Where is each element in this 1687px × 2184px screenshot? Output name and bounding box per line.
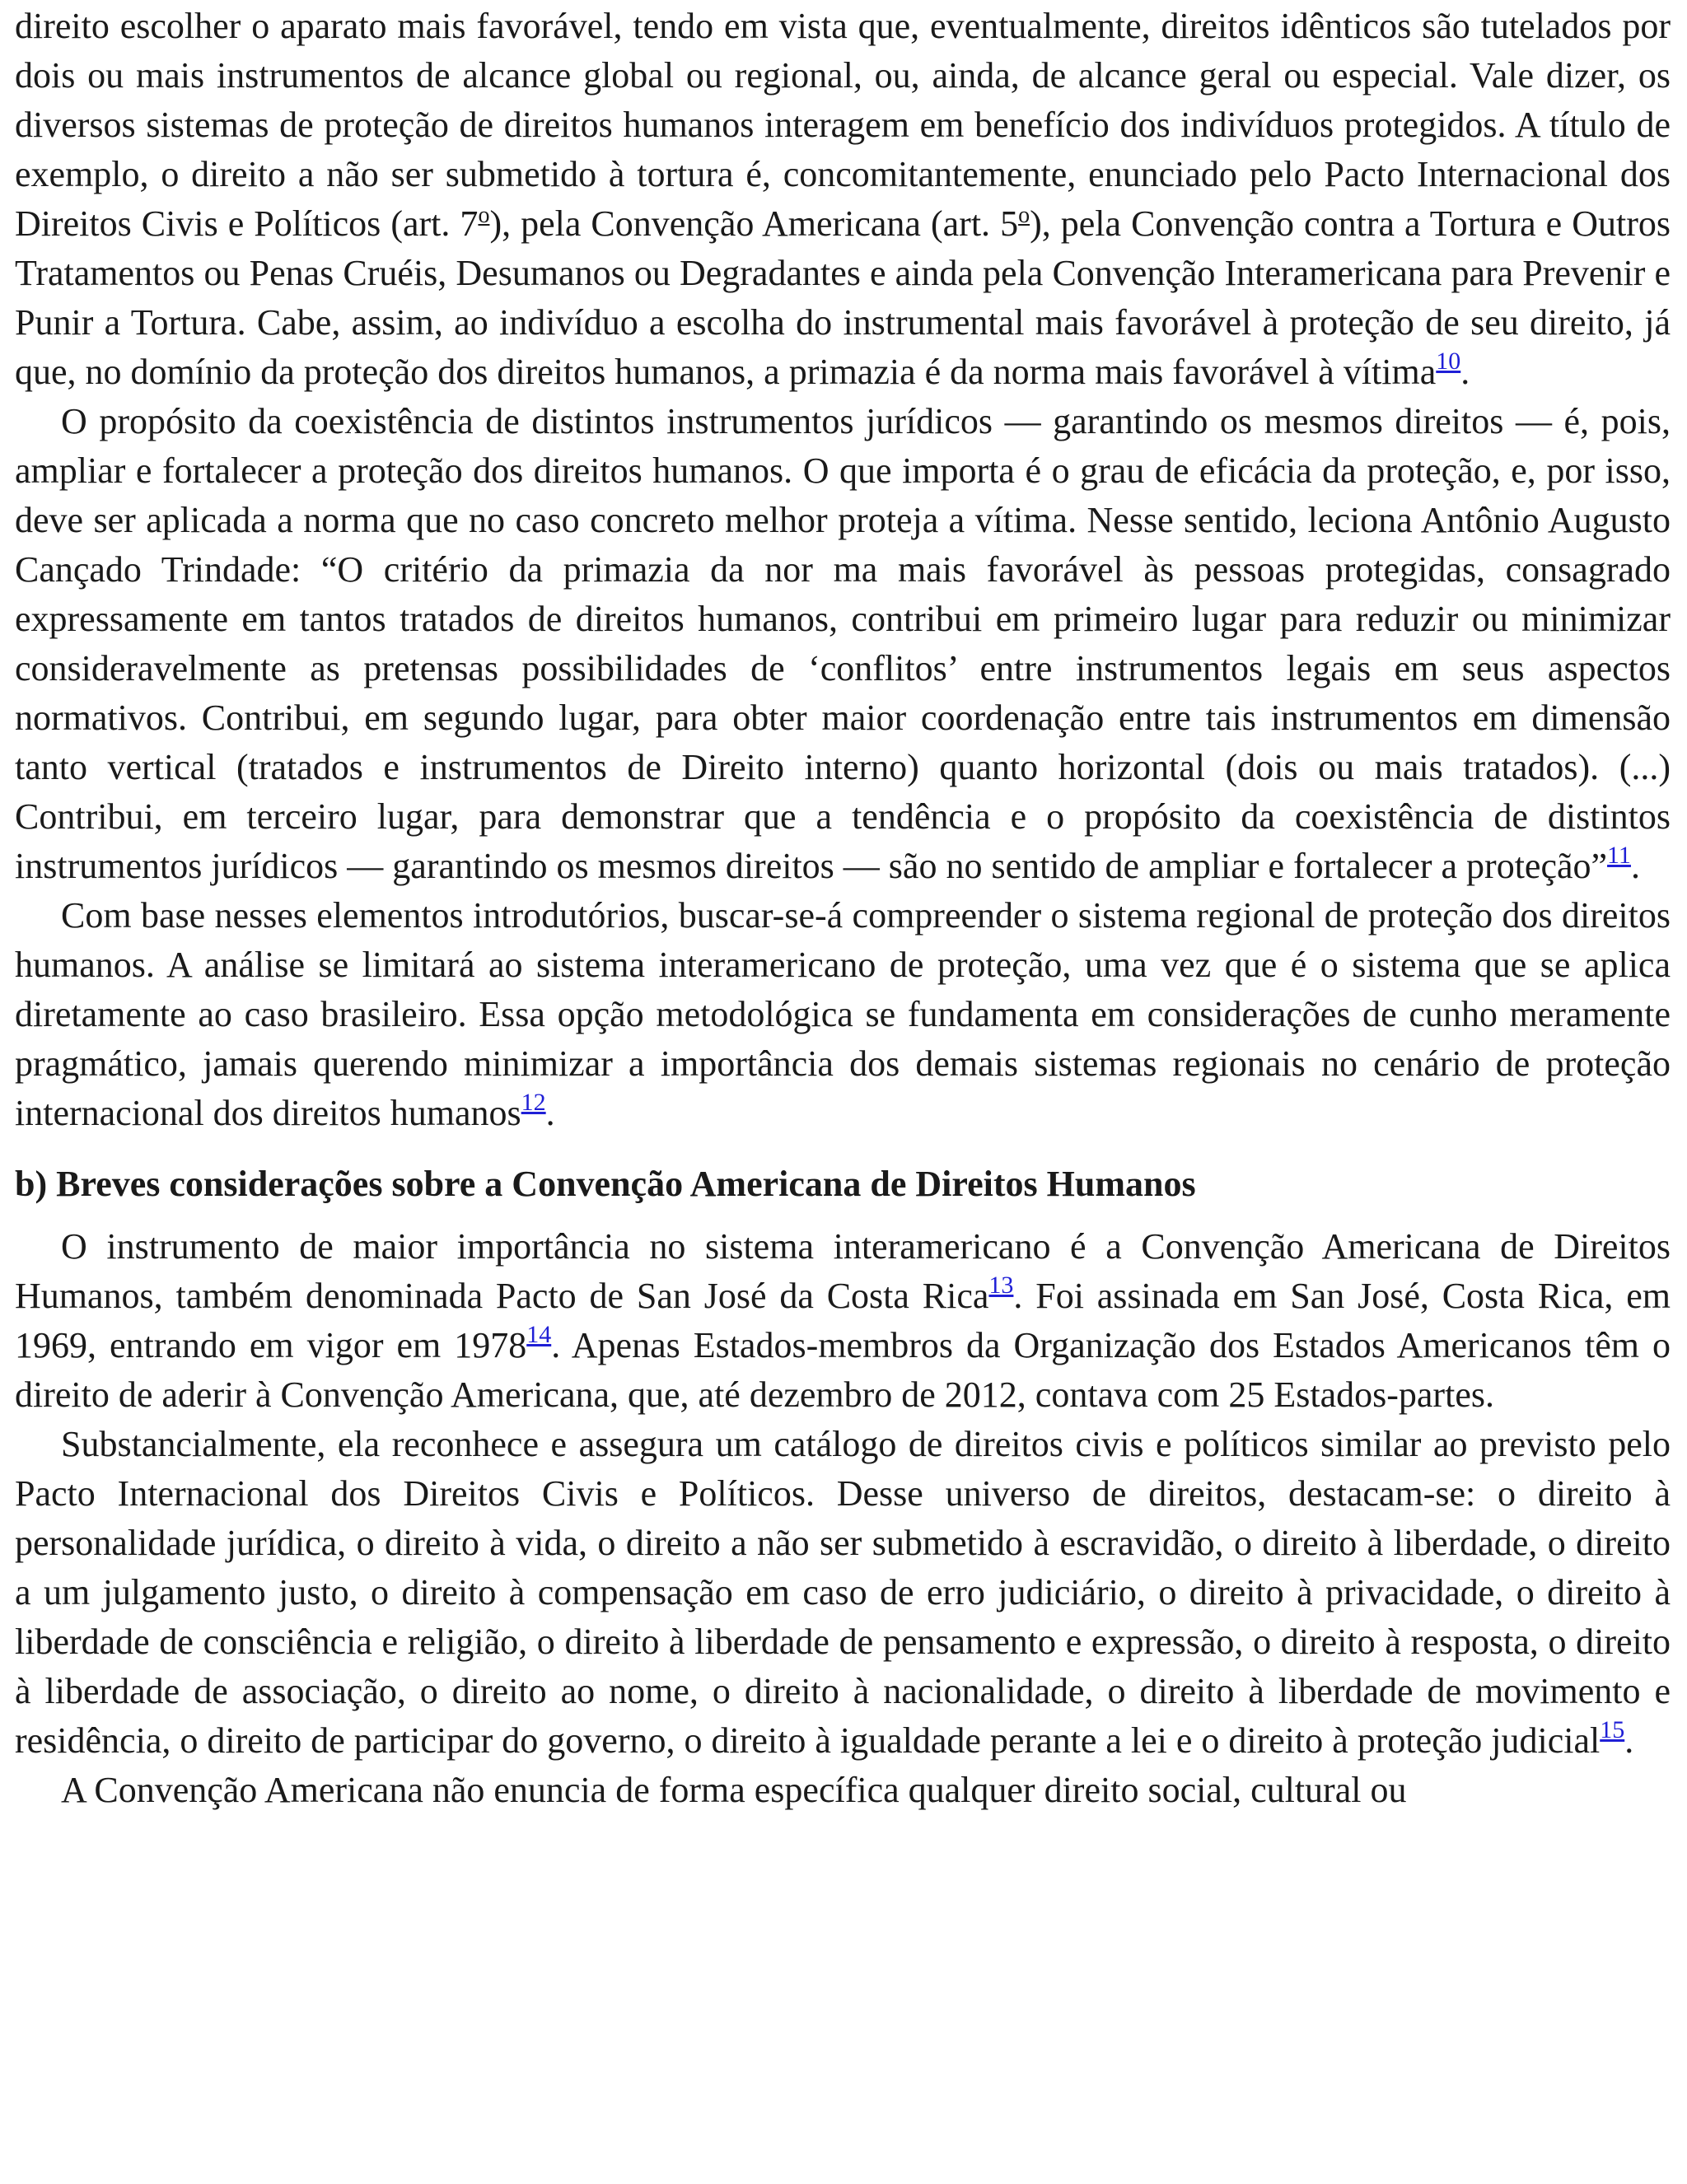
footnote-ref-12[interactable] <box>521 1089 546 1116</box>
footnote-ref-11[interactable] <box>1607 842 1631 869</box>
paragraph-text: ), pela Convenção contra a Tortura e Outros Tratamentos ou Penas Cruéis, Desumanos ou Degradantes e ainda pela Convenção Interamericana para Prevenir e Punir a Tortura. Cabe, assim, ao indivíduo a escolha do instrumental mais favorável à proteção de seu direito, já que, no domínio da proteção dos direitos humanos, a primazia é da norma mais favorável à vítima <box>15 203 1671 392</box>
footnote-ref-15[interactable] <box>1600 1716 1624 1743</box>
paragraph-text: O instrumento de maior importância no sistema interamericano é a Convenção Americana de Direitos Humanos, também denominada Pacto de San José da Costa Rica <box>15 1226 1671 1316</box>
paragraph-intro-choice <box>15 2 1671 397</box>
footnote-link[interactable]: 12 <box>521 1089 546 1116</box>
paragraph-convention-intro <box>15 1222 1671 1420</box>
paragraph-text: . Foi assinada em San José, Costa Rica, em 1969, entrando em vigor em 1978 <box>15 1276 1671 1365</box>
paragraph-text: ), pela Convenção Americana (art. 5 <box>489 203 1019 244</box>
footnote-link[interactable]: 13 <box>988 1272 1014 1299</box>
paragraph-text: . <box>1630 846 1640 886</box>
section-heading: b) Breves considerações sobre a Convenção Americana de Direitos Humanos <box>15 1164 1196 1204</box>
paragraph-text: direito escolher o aparato mais favorável, tendo em vista que, eventualmente, direitos idênticos são tutelados por dois ou mais instrumentos de alcance global ou regional, ou, ainda, de alcance geral ou especial. Vale dizer, os diversos sistemas de proteção de direitos humanos interagem em benefício dos indivíduos protegidos. A título de exemplo, o direito a não ser submetido à tortura é, concomitantemente, enunciado pelo Pacto Internacional dos Direitos Civis e Políticos (art. 7 <box>15 6 1671 244</box>
paragraph-text: A Convenção Americana não enuncia de forma específica qualquer direito social, cultural ou <box>61 1770 1407 1810</box>
paragraph-rights-catalog <box>15 1420 1671 1766</box>
paragraph-text: . <box>1624 1720 1634 1761</box>
ordinal-indicator: o <box>478 203 490 228</box>
footnote-ref-10[interactable] <box>1436 348 1460 375</box>
ordinal-indicator: o <box>1018 203 1030 228</box>
footnote-ref-14[interactable] <box>526 1321 551 1348</box>
footnote-link[interactable]: 10 <box>1436 348 1461 375</box>
paragraph-regional-system <box>15 891 1671 1138</box>
footnote-link[interactable]: 11 <box>1607 842 1631 869</box>
document-page <box>0 2 1687 2184</box>
paragraph-text: . <box>1460 352 1470 392</box>
footnote-link[interactable]: 14 <box>526 1321 552 1348</box>
paragraph-text: . <box>545 1093 555 1133</box>
paragraph-text: . Apenas Estados-membros da Organização dos Estados Americanos têm o direito de aderir à Convenção Americana, que, até dezembro de 2012, contava com 25 Estados-partes. <box>15 1325 1671 1415</box>
footnote-ref-13[interactable] <box>988 1272 1013 1299</box>
footnote-link[interactable]: 15 <box>1600 1716 1625 1743</box>
paragraph-text: Com base nesses elementos introdutórios, buscar-se-á compreender o sistema regional de proteção dos direitos humanos. A análise se limitará ao sistema interamericano de proteção, uma vez que é o sistema que se aplica diretamente ao caso brasileiro. Essa opção metodológica se fundamenta em considerações de cunho meramente pragmático, jamais querendo minimizar a importância dos demais sistemas regionais no cenário de proteção internacional dos direitos humanos <box>15 895 1671 1133</box>
paragraph-coexistence <box>15 397 1671 891</box>
paragraph-social-rights <box>15 1766 1671 1815</box>
paragraph-text: O propósito da coexistência de distintos instrumentos jurídicos — garantindo os mesmos direitos — é, pois, ampliar e fortalecer a proteção dos direitos humanos. O que importa é o grau de eficácia da proteção, e, por isso, deve ser aplicada a norma que no caso concreto melhor proteja a vítima. Nesse sentido, leciona Antônio Augusto Cançado Trindade: “O critério da primazia da nor ma mais favorável às pessoas protegidas, consagrado expressamente em tantos tratados de direitos humanos, contribui em primeiro lugar para reduzir ou minimizar consideravelmente as pretensas possibilidades de ‘conflitos’ entre instrumentos legais em seus aspectos normativos. Contribui, em segundo lugar, para obter maior coordenação entre tais instrumentos em dimensão tanto vertical (tratados e instrumentos de Direito interno) quanto horizontal (dois ou mais tratados). (...) Contribui, em terceiro lugar, para demonstrar que a tendência e o propósito da coexistência de distintos instrumentos jurídicos — garantindo os mesmos direitos — são no sentido de ampliar e fortalecer a proteção” <box>15 401 1671 886</box>
paragraph-text: Substancialmente, ela reconhece e assegura um catálogo de direitos civis e políticos similar ao previsto pelo Pacto Internacional dos Direitos Civis e Políticos. Desse universo de direitos, destacam-se: o direito à personalidade jurídica, o direito à vida, o direito a não ser submetido à escravidão, o direito à liberdade, o direito a um julgamento justo, o direito à compensação em caso de erro judiciário, o direito à privacidade, o direito à liberdade de consciência e religião, o direito à liberdade de pensamento e expressão, o direito à resposta, o direito à liberdade de associação, o direito ao nome, o direito à nacionalidade, o direito à liberdade de movimento e residência, o direito de participar do governo, o direito à igualdade perante a lei e o direito à proteção judicial <box>15 1424 1671 1761</box>
